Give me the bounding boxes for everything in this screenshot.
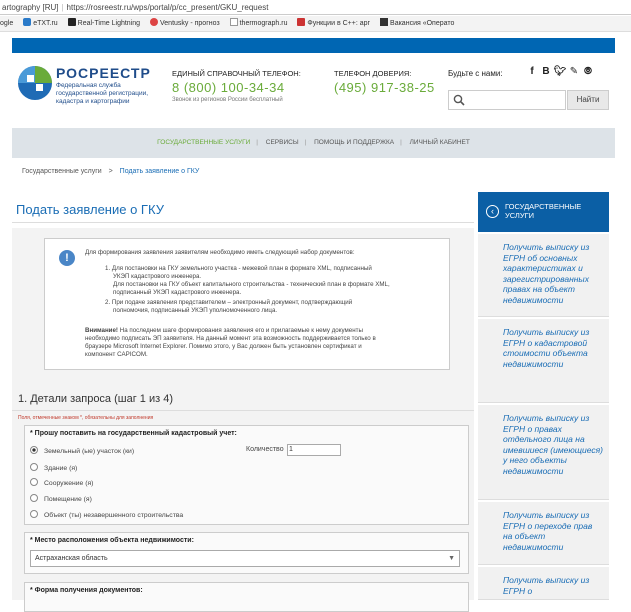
breadcrumb-separator: > xyxy=(108,168,113,175)
social-links xyxy=(525,66,595,77)
bookmark-item[interactable]: Вакансия «Операто xyxy=(380,16,454,32)
blogger-icon[interactable]: B xyxy=(542,66,550,77)
site-identity: artography [RU] xyxy=(2,3,59,12)
url-text[interactable]: https://rosreestr.ru/wps/portal/p/cc_present/GKU_request xyxy=(66,3,269,12)
search-button[interactable]: Найти xyxy=(567,90,609,110)
info-warning-line1: Внимание! На последнем шаге формирования заявления его и прилагаемые к нему документы xyxy=(85,327,363,334)
logo-title[interactable]: РОСРЕЕСТР xyxy=(56,65,151,81)
chevron-left-icon[interactable]: ‹ xyxy=(486,205,499,218)
breadcrumb xyxy=(22,168,199,175)
nav-item-gov-services[interactable]: ГОСУДАРСТВЕННЫЕ УСЛУГИ xyxy=(157,139,251,146)
bookmark-item[interactable]: ogle xyxy=(0,20,14,27)
bookmark-item[interactable]: Ventusky - прогноз xyxy=(150,16,220,32)
sidebar-header[interactable] xyxy=(478,192,609,232)
hotline-note: Звонок из регионов России бесплатный xyxy=(172,97,283,103)
radio-icon[interactable] xyxy=(30,478,38,486)
info-warning-line3: браузере Microsoft Internet Explorer. Помимо этого, у Вас должен быть установлен сертификат и xyxy=(85,343,362,350)
bookmark-icon xyxy=(68,18,76,26)
sidebar-item-extract-transfer[interactable]: Получить выписку из ЕГРН о переходе прав на объект недвижимости xyxy=(478,502,609,565)
quantity-label: Количество xyxy=(246,446,284,453)
radio-icon[interactable] xyxy=(30,510,38,518)
info-warning-line4: компонент CAPICOM. xyxy=(85,351,148,358)
step-title: 1. Детали запроса (шаг 1 из 4) xyxy=(18,393,173,405)
region-select[interactable] xyxy=(30,550,460,567)
main-nav: ГОСУДАРСТВЕННЫЕ УСЛУГИ | СЕРВИСЫ | ПОМОЩЬ И ПОДДЕРЖКА | ЛИЧНЫЙ КАБИНЕТ xyxy=(12,128,615,158)
radio-unfinished-construction[interactable]: Объект (ты) незавершенного строительства xyxy=(30,510,183,519)
radio-structure[interactable]: Сооружение (я) xyxy=(30,478,93,487)
search-input[interactable] xyxy=(448,90,566,110)
delivery-label: * Форма получения документов: xyxy=(30,587,143,594)
bookmark-icon xyxy=(297,18,305,26)
divider xyxy=(12,410,474,411)
top-blue-bar xyxy=(12,38,615,53)
info-item2-line2: полномочия, подписанный УКЭП уполномоченного лица. xyxy=(113,307,278,314)
nav-item-account[interactable]: ЛИЧНЫЙ КАБИНЕТ xyxy=(409,139,470,146)
info-intro: Для формирования заявления заявителям необходимо иметь следующий набор документов: xyxy=(85,249,355,256)
bookmark-item[interactable]: Функции в C++: арг xyxy=(297,16,370,32)
address-bar[interactable]: artography [RU] | https://rosreestr.ru/wps/portal/p/cc_present/GKU_request xyxy=(0,0,631,15)
trust-line-phone: (495) 917-38-25 xyxy=(334,80,435,95)
twitter-icon[interactable]: 🐦︎ xyxy=(553,66,567,77)
hotline-phone: 8 (800) 100-34-34 xyxy=(172,80,285,95)
radio-icon[interactable] xyxy=(30,494,38,502)
search-icon xyxy=(453,94,465,106)
info-item1-line1: 1. Для постановки на ГКУ земельного участка - межевой план в формате XML, подписанный xyxy=(105,265,372,272)
sidebar-item-extract-owner-rights[interactable]: Получить выписку из ЕГРН о правах отдельного лица на имевшиеся (имеющиеся) у него объекты недвижимости xyxy=(478,405,609,500)
quantity-input[interactable]: 1 xyxy=(287,444,341,456)
facebook-icon[interactable]: f xyxy=(530,66,534,77)
sidebar-item-extract-cadastral-value[interactable]: Получить выписку из ЕГРН о кадастровой стоимости объекта недвижимости xyxy=(478,319,609,403)
radio-premises[interactable]: Помещение (я) xyxy=(30,494,92,503)
rss-icon[interactable]: ⦾ xyxy=(584,66,592,77)
bookmark-item[interactable]: Real-Time Lightning xyxy=(68,16,140,32)
breadcrumb-item[interactable]: Государственные услуги xyxy=(22,168,102,175)
nav-item-services[interactable]: СЕРВИСЫ xyxy=(265,139,299,146)
radio-selected-icon[interactable] xyxy=(30,446,38,454)
location-label: * Место расположения объекта недвижимости: xyxy=(30,537,194,544)
object-type-label: * Прошу поставить на государственный кадастровый учет: xyxy=(30,430,237,437)
nav-item-help[interactable]: ПОМОЩЬ И ПОДДЕРЖКА xyxy=(314,139,395,146)
info-item1-line3: Для постановки на ГКУ объект капитального строительства - технический план в формате XML, xyxy=(113,281,390,288)
logo-subtitle: Федеральная служба государственной регистрации, кадастра и картографии xyxy=(56,82,149,105)
exclamation-icon: ! xyxy=(59,250,75,266)
breadcrumb-item-current[interactable]: Подать заявление о ГКУ xyxy=(119,168,200,175)
rosreestr-logo-icon[interactable] xyxy=(17,65,53,101)
required-note: Поля, отмеченные знаком *, обязательны для заполнения xyxy=(18,415,154,421)
hotline-label: ЕДИНЫЙ СПРАВОЧНЫЙ ТЕЛЕФОН: xyxy=(172,69,301,78)
sidebar-header-label: ГОСУДАРСТВЕННЫЕ УСЛУГИ xyxy=(505,202,582,220)
bookmark-item[interactable]: thermograph.ru xyxy=(230,16,288,32)
livejournal-icon[interactable]: ✎ xyxy=(569,66,579,77)
info-panel xyxy=(44,238,450,370)
sidebar-item-extract-more[interactable]: Получить выписку из ЕГРН о xyxy=(478,567,609,600)
info-item2-line1: 2. При подаче заявления представителем – электронный документ, подтверждающий xyxy=(105,299,353,306)
page-title: Подать заявление о ГКУ xyxy=(16,202,164,217)
info-item1-line4: подписанный УКЭП кадастрового инженера. xyxy=(113,289,242,296)
chevron-down-icon: ▼ xyxy=(448,555,455,562)
sidebar-item-extract-basic[interactable]: Получить выписку из ЕГРН об основных характеристиках и зарегистрированных правах на объект недвижимости xyxy=(478,234,609,317)
trust-line-label: ТЕЛЕФОН ДОВЕРИЯ: xyxy=(334,69,412,78)
page-icon xyxy=(230,18,238,26)
bookmarks-bar xyxy=(0,16,631,32)
region-select-value: Астраханская область xyxy=(35,555,108,562)
bookmark-icon xyxy=(380,18,388,26)
divider xyxy=(12,222,474,223)
radio-land-plot[interactable]: Земельный (ые) участок (ки) xyxy=(30,446,134,455)
bookmark-icon xyxy=(150,18,158,26)
radio-icon[interactable] xyxy=(30,463,38,471)
bookmark-icon xyxy=(23,18,31,26)
info-item1-line2: УКЭП кадастрового инженера. xyxy=(113,273,202,280)
social-label: Будьте с нами: xyxy=(448,69,503,78)
bookmark-item[interactable]: eTXT.ru xyxy=(23,16,58,32)
site-header xyxy=(12,55,615,125)
info-warning-line2: необходимо подписать ЭП заявителя. На данный момент эта возможность поддерживается только в xyxy=(85,335,376,342)
radio-building[interactable]: Здание (я) xyxy=(30,463,77,472)
